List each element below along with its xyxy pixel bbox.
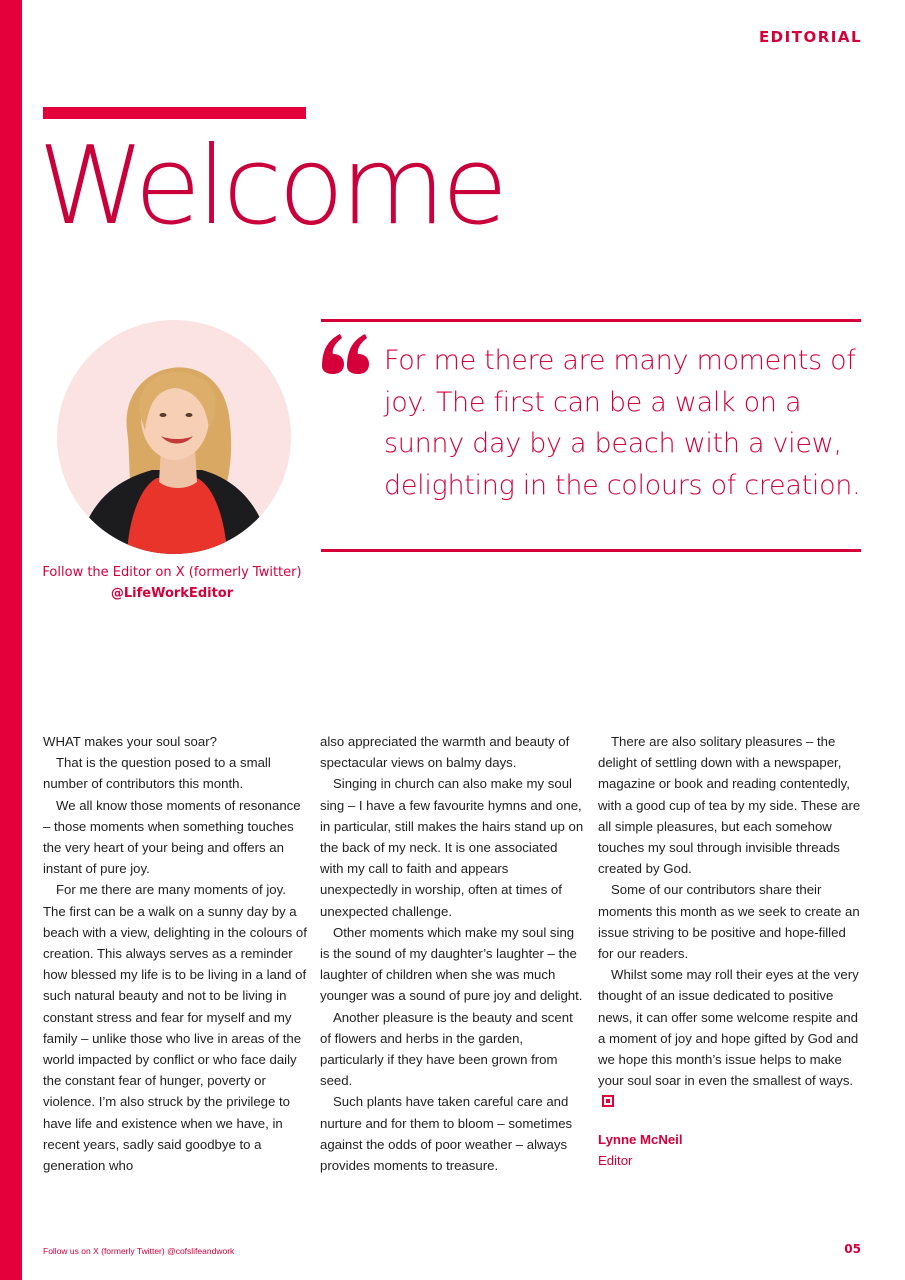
accent-side-bar [0,0,22,1280]
paragraph: There are also solitary pleasures – the delight of settling down with a newspaper, magazine or book and reading contentedly, with a good cup of tea by my side. These are all simple pleasures, but each somehow touches my soul through invisible threads created by God. [598,734,861,877]
paragraph-text: Whilst some may roll their eyes at the very thought of an issue dedicated to positive news, it can offer some welcome respite and a moment of joy and hope gifted by God and we hope this month’s issue helps to make your soul soar in even the smallest of ways. [598,967,859,1089]
follow-line: Follow the Editor on X (formerly Twitter) [42,565,302,580]
signature [598,1129,862,1171]
quote-top-rule [321,319,861,322]
paragraph [598,964,862,1112]
quote-mark-icon [320,326,370,378]
editor-handle[interactable]: @LifeWorkEditor [110,586,234,601]
end-mark-icon [602,1095,614,1107]
paragraph: Such plants have taken careful care and nurture and for them to bloom – sometimes against the odds of poor weather – always provides moments to treasure. [320,1094,573,1174]
footer-social[interactable]: Follow us on X (formerly Twitter) @cofslifeandwork [43,1246,235,1256]
paragraph: Another pleasure is the beauty and scent of flowers and herbs in the garden, particularly if they have been grown from seed. [320,1009,573,1089]
section-label: EDITORIAL [758,28,862,46]
page-title: Welcome [38,124,505,249]
paragraph: Singing in church can also make my soul sing – I have a few favourite hymns and one, in particular, still makes the hairs stand up on the back of my neck. It is one associated with my call to faith and appears unexpectedly in worship, often at times of unexpected challenge. [320,776,584,919]
signature-role: Editor [598,1152,633,1168]
follow-editor-note [22,562,322,604]
editor-photo [57,320,291,554]
signature-name: Lynne McNeil [598,1131,683,1147]
body-column-1 [43,731,307,1176]
body-column-3 [598,731,862,1171]
paragraph: WHAT makes your soul soar? [43,734,217,749]
quote-bottom-rule [321,549,861,552]
page-number: 05 [844,1242,861,1256]
pull-quote: For me there are many moments of joy. The first can be a walk on a sunny day by a beach with a view, delighting in the colours of creation. [384,345,861,501]
paragraph: also appreciated the warmth and beauty of spectacular views on balmy days. [320,734,570,771]
paragraph: We all know those moments of resonance – those moments when something touches the very heart of your being and offers an instant of pure joy. [43,797,301,877]
paragraph: That is the question posed to a small number of contributors this month. [43,755,271,792]
body-column-2 [320,731,584,1176]
paragraph: For me there are many moments of joy. The first can be a walk on a sunny day by a beach with a view, delighting in the colours of creation. This always serves as a reminder how blessed my life is to be living in a land of such natural beauty and not to be living in constant stress and fear for myself and my family – unlike those who live in areas of the world impacted by conflict or who face daily the constant fear of hunger, poverty or violence. I’m also struck by the privilege to have life and existence when we have, in recent years, sadly said goodbye to a generation who [43,882,307,1174]
paragraph: Some of our contributors share their moments this month as we seek to create an issue striving to be positive and hope-filled for our readers. [598,882,860,962]
paragraph: Other moments which make my soul sing is the sound of my daughter’s laughter – the laughter of children when she was much younger was a sound of pure joy and delight. [320,924,583,1004]
title-rule [43,107,306,119]
